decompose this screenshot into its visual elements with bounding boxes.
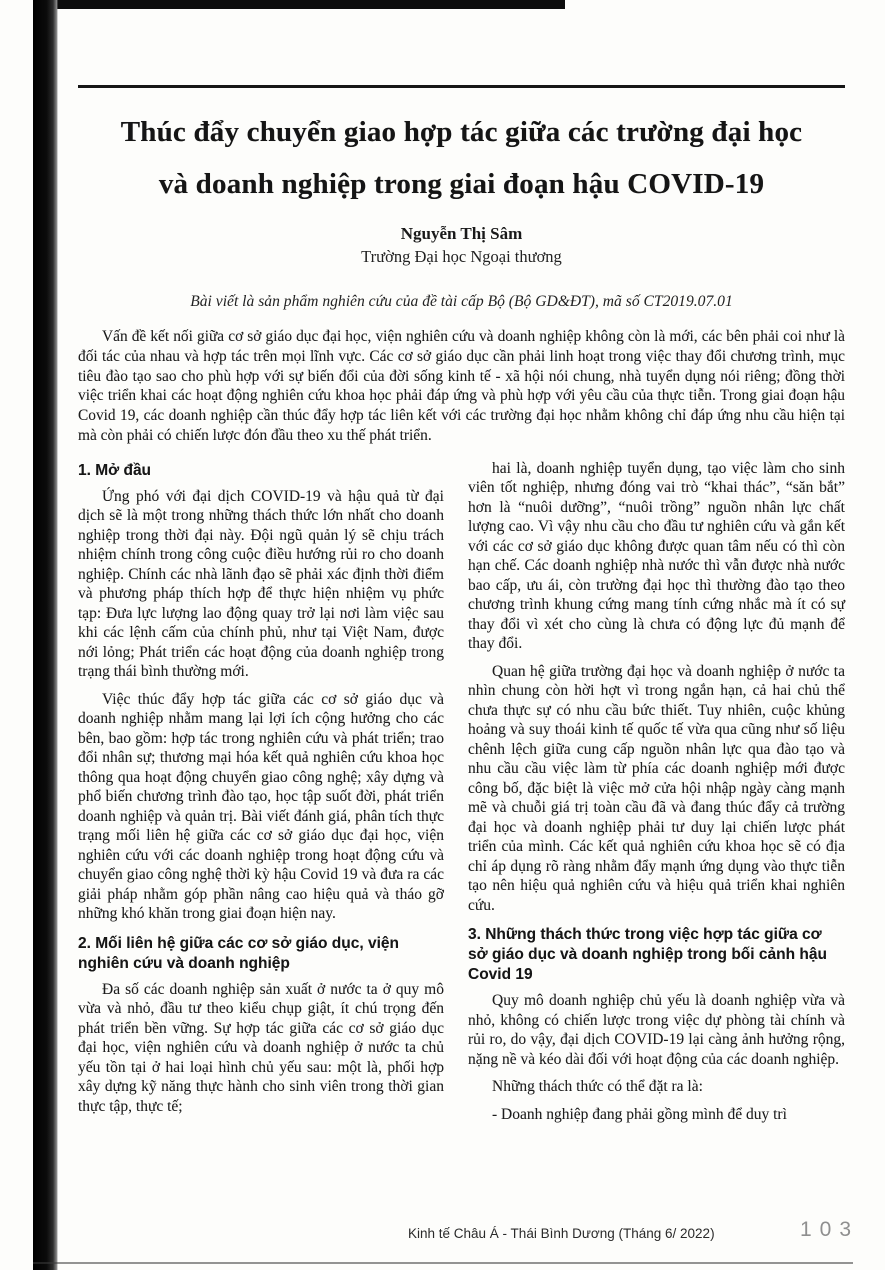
author-affiliation: Trường Đại học Ngoại thương — [361, 247, 562, 266]
book-binding-shadow — [33, 0, 58, 1270]
page-title — [78, 106, 845, 210]
section-heading-2: 2. Mối liên hệ giữa các cơ sở giáo dục, viện nghiên cứu và doanh nghiệp — [78, 934, 399, 972]
section-heading-1: 1. Mở đầu — [78, 461, 152, 479]
title-line-2: và doanh nghiệp trong giai đoạn hậu COVID-19 — [158, 168, 765, 200]
body-paragraph: Những thách thức có thể đặt ra là: — [492, 1078, 703, 1096]
author-name: Nguyễn Thị Sâm — [400, 224, 523, 243]
right-column — [468, 459, 845, 1133]
abstract-paragraph: Vấn đề kết nối giữa cơ sở giáo dục đại học, viện nghiên cứu và doanh nghiệp không còn là mới, các bên phải coi như là đối tác của nhau và hợp tác trên mọi lĩnh vực. Các cơ sở giáo dục cần phải linh hoạt trong việc thay đổi chương trình, mục tiêu đào tạo sao cho phù hợp với sự biến đổi của đời sống kinh tế - xã hội nói chung, nhà tuyển dụng nói riêng; đồng thời việc triển khai các hoạt động nghiên cứu khoa học phải đáp ứng và phù hợp với yêu cầu của thực tiễn. Trong giai đoạn hậu Covid 19, các doanh nghiệp cần thúc đẩy hợp tác liên kết với các trường đại học nhằm không chỉ đáp ứng nhu cầu hiện tại mà còn phải có chiến lược đón đầu theo xu thế phát triển. — [78, 328, 845, 444]
two-column-body — [78, 459, 845, 1133]
body-paragraph: Quy mô doanh nghiệp chủ yếu là doanh nghiệp vừa và nhỏ, không có chiến lược trong việc dự phòng tài chính và rủi ro, do vậy, đại dịch COVID-19 lại càng ảnh hưởng rộng, nặng nề và kéo dài đối với hoạt động của các doanh nghiệp. — [468, 992, 845, 1068]
title-rule — [78, 85, 845, 88]
left-column — [78, 459, 444, 1133]
funding-note: Bài viết là sản phẩm nghiên cứu của đề tài cấp Bộ (Bộ GD&ĐT), mã số CT2019.07.01 — [190, 293, 733, 310]
body-paragraph: Việc thúc đẩy hợp tác giữa các cơ sở giáo dục và doanh nghiệp nhằm mang lại lợi ích cộng hưởng cho các bên, bao gồm: hợp tác trong nghiên cứu và phát triển; trao đổi nhân sự; thương mại hóa kết quả nghiên cứu khoa học thông qua hoạt động chuyển giao công nghệ; xây dựng và phổ biến chương trình đào tạo, học tập suốt đời, phát triển doanh nghiệp và quản trị. Bài viết đánh giá, phân tích thực trạng mối liên hệ giữa các cơ sở giáo dục đại học, viện nghiên cứu với các doanh nghiệp trong hoạt động cứu và chuyển giao công nghệ thời kỳ hậu Covid 19 và đưa ra các giải pháp nhằm góp phần nâng cao hiệu quả và tháo gỡ những khó khăn trong giai đoạn hiện nay. — [78, 690, 444, 923]
body-paragraph: Đa số các doanh nghiệp sản xuất ở nước ta ở quy mô vừa và nhỏ, đầu tư theo kiểu chụp giật, ít chú trọng đến phát triển bền vững. Sự hợp tác giữa các cơ sở giáo dục đại học, viện nghiên cứu và doanh nghiệp ở nước ta chủ yếu tồn tại ở hai loại hình chủ yếu sau: một là, phối hợp xây dựng kỹ năng thực hành cho sinh viên trong thời gian thực tập, thực tế; — [78, 980, 444, 1115]
body-paragraph: Quan hệ giữa trường đại học và doanh nghiệp ở nước ta nhìn chung còn hời hợt vì trong ngắn hạn, cả hai chủ thể chưa thực sự có nhu cầu bức thiết. Tuy nhiên, cuộc khủng hoảng và suy thoái kinh tế quốc tế vừa qua cũng như số liệu chênh lệch giữa cung cấp nguồn nhân lực qua đào tạo và nhu cầu cầu việc làm từ phía các doanh nghiệp mới được công bố, đặc biệt là việc mở cửa hội nhập ngày càng mạnh mẽ và chuỗi giá trị toàn cầu đã và đang thúc đẩy cả trường đại học và doanh nghiệp phải tư duy lại chiến lược phát triển của mình. Các kết quả nghiên cứu khoa học sẽ có địa chỉ áp dụng rõ ràng nhằm đẩy mạnh ứng dụng vào thực tiễn tạo nên hiệu quả nghiên cứu và hiệu quả triển khai nghiên cứu. — [468, 662, 845, 914]
title-line-1: Thúc đẩy chuyển giao hợp tác giữa các trường đại học — [120, 116, 803, 148]
body-paragraph: hai là, doanh nghiệp tuyển dụng, tạo việc làm cho sinh viên tốt nghiệp, nhưng đóng vai trò “khai thác”, “săn bắt” hơn là “nuôi dưỡng”, “nuôi trồng” nguồn nhân lực chất lượng cao. Vì vậy nhu cầu cho đầu tư nghiên cứu và gắn kết với các cơ sở giáo dục không được quan tâm nếu có thì còn hạn chế. Các doanh nghiệp nhà nước thì vẫn được nhà nước bao cấp, ưu ái, còn trường đại học thì thường đào tạo theo chương trình khung cứng mang tính cứng nhắc mà ít có sự thay đổi vì xét cho cùng là chưa có động lực đủ mạnh để thay đổi. — [468, 459, 845, 653]
body-paragraph: - Doanh nghiệp đang phải gồng mình để duy trì — [492, 1105, 787, 1123]
footer-journal-title: Kinh tế Châu Á - Thái Bình Dương (Tháng 6/ 2022) — [408, 1226, 715, 1241]
footer-page-number: 103 — [800, 1218, 860, 1241]
section-heading-3: 3. Những thách thức trong việc hợp tác giữa cơ sở giáo dục và doanh nghiệp trong bối cảnh hậu Covid 19 — [468, 926, 827, 984]
scan-edge-bottom — [33, 1262, 853, 1264]
body-paragraph: Ứng phó với đại dịch COVID-19 và hậu quả từ đại dịch sẽ là một trong những thách thức lớn nhất cho doanh nghiệp trong thời đại này. Đội ngũ quản lý sẽ chịu trách nhiệm chính trong công cuộc điều hướng rủi ro cho doanh nghiệp. Chính các nhà lãnh đạo sẽ phải xác định thời điểm và phương pháp thích hợp để thực hiện nhiệm vụ phức tạp: Đưa lực lượng lao động quay trở lại nơi làm việc sau khi các lệnh cấm của chính phủ, như tại Việt Nam, được nới lỏng; Phát triển các hoạt động của doanh nghiệp trong trạng thái bình thường mới. — [78, 487, 444, 681]
page-content — [78, 0, 845, 1132]
